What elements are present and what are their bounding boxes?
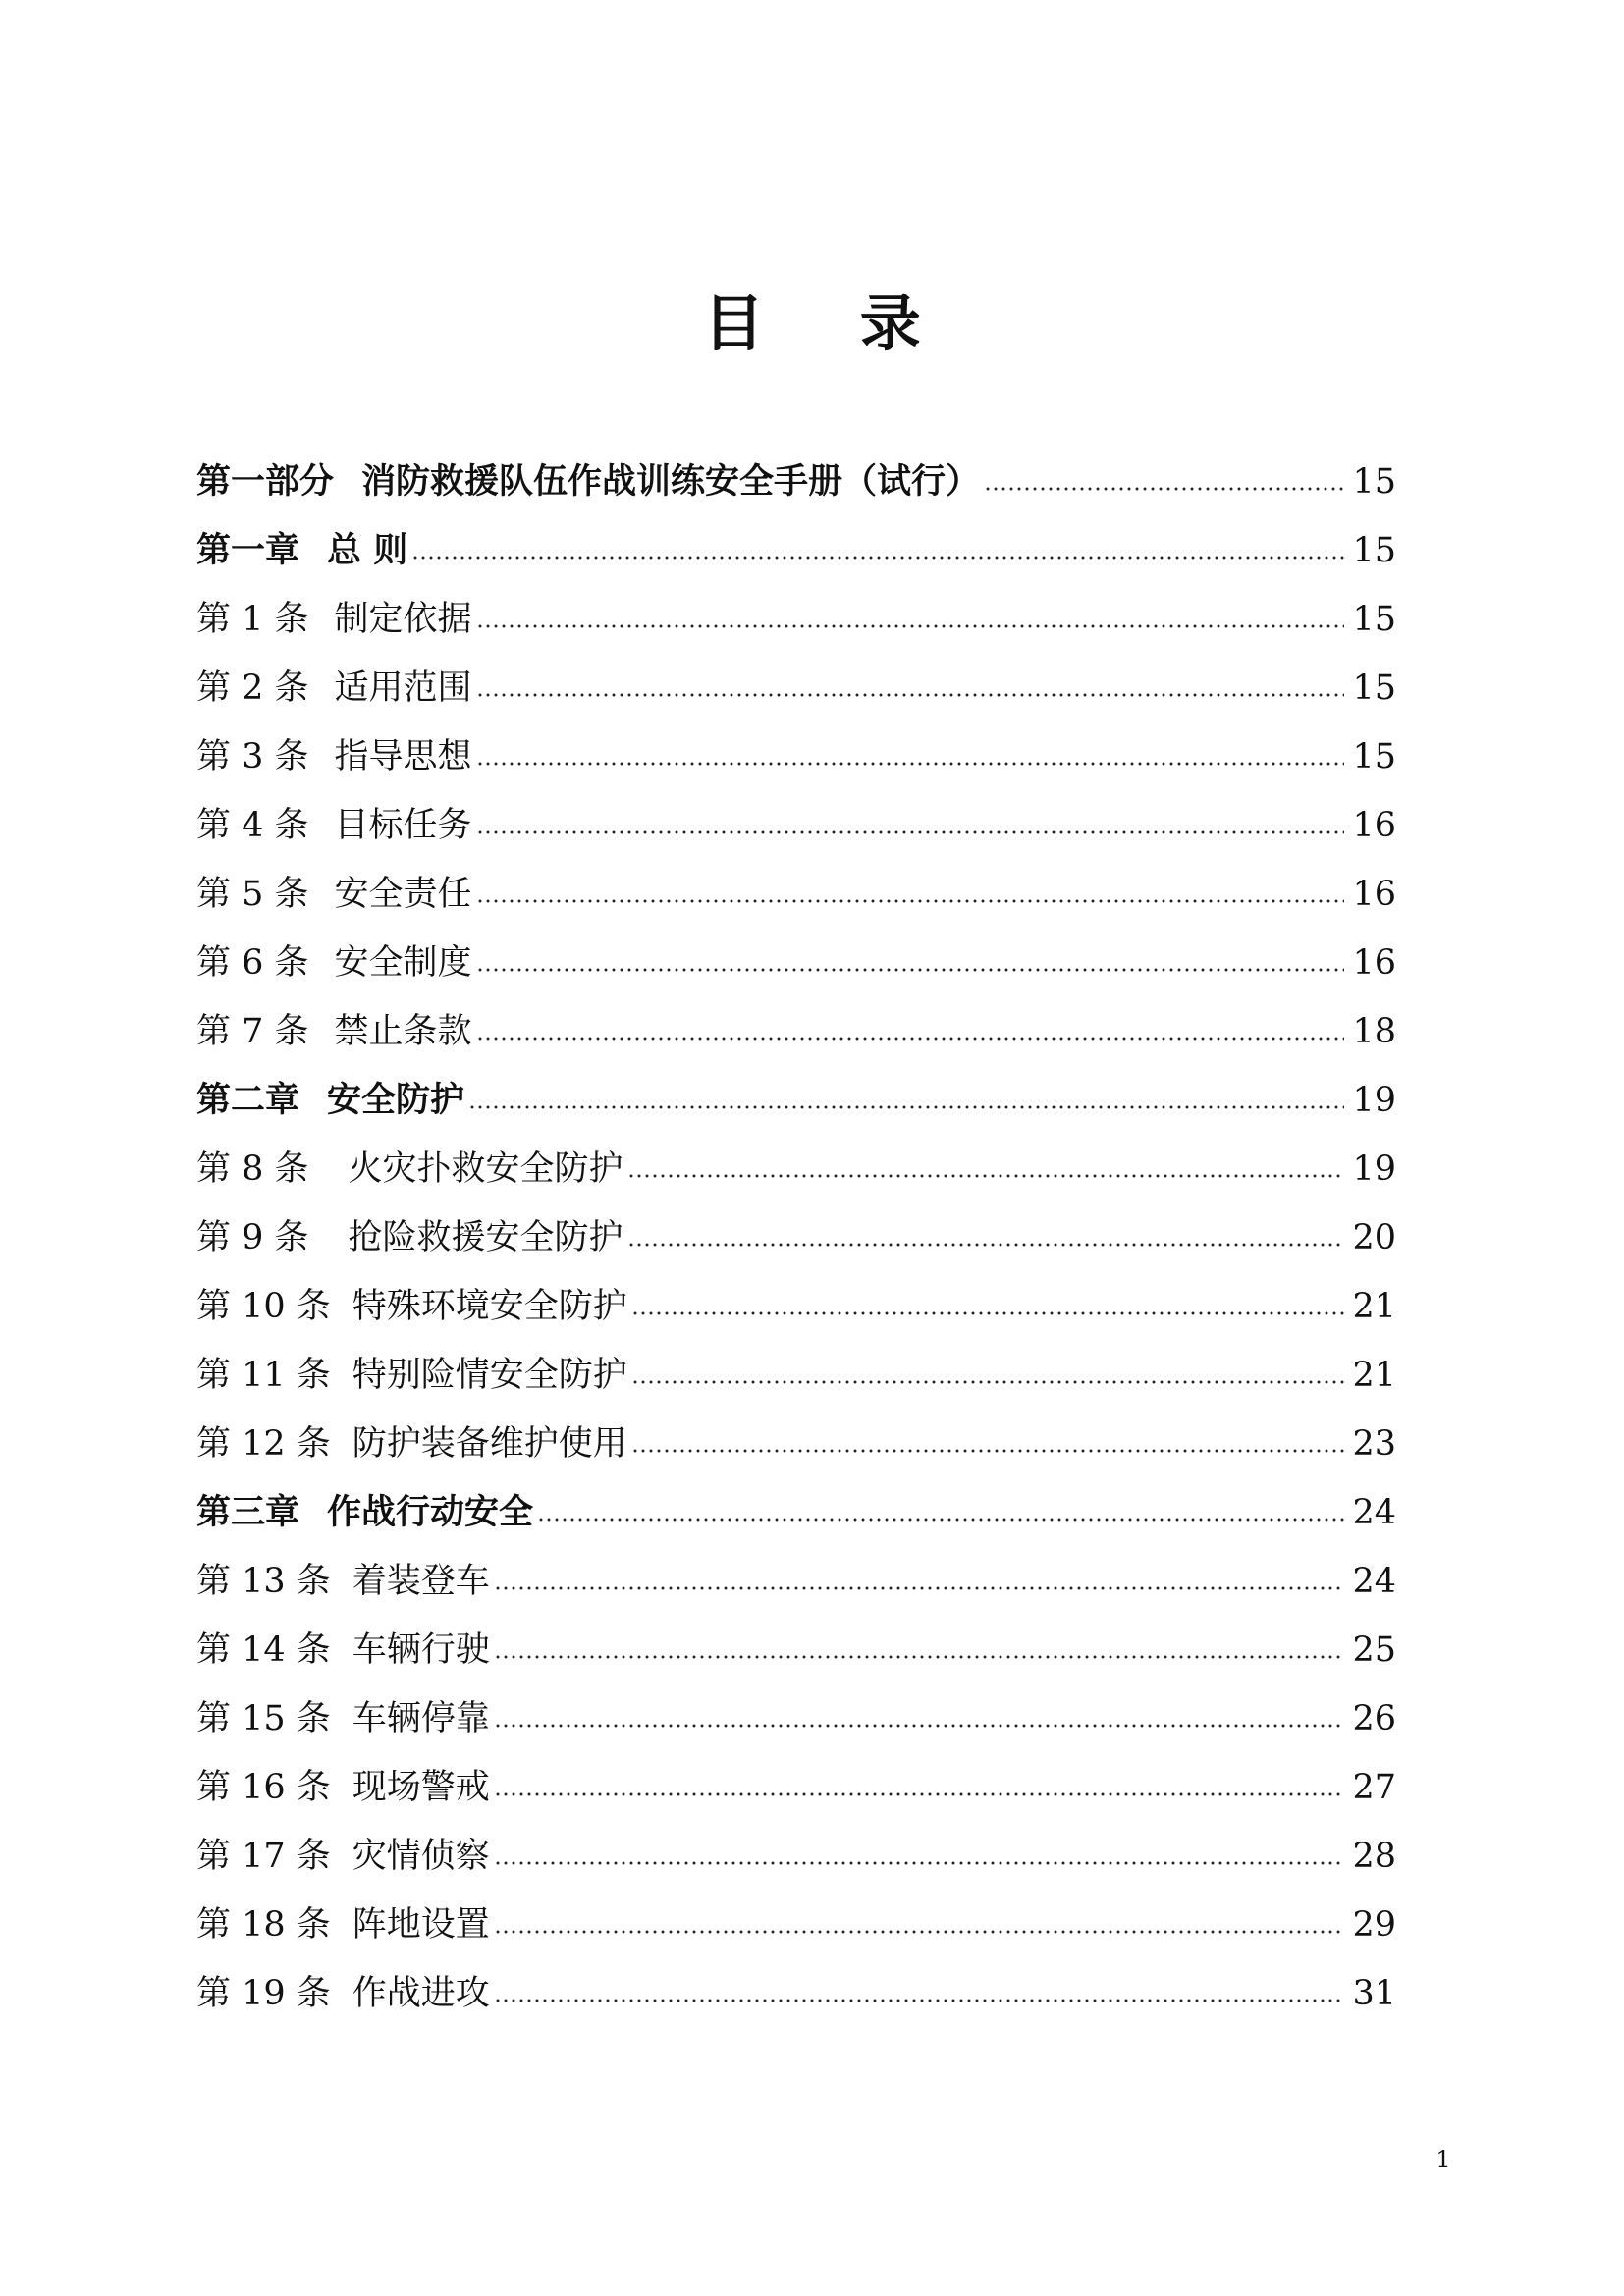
toc-entry-title: 作战进攻 [352,1974,490,2013]
toc-entry-title: 总 则 [327,531,408,570]
toc-entry-article-18[interactable] [196,1891,1396,1959]
toc-entry-page: 19 [1352,1081,1396,1120]
dot-leader [627,1174,1345,1178]
toc-entry-label [196,1560,490,1603]
toc-entry-page: 21 [1352,1287,1396,1326]
toc-entry-title: 安全责任 [334,875,472,914]
toc-entry-page: 31 [1352,1974,1396,2013]
toc-entry-prefix: 第 16 条 [196,1768,331,1807]
toc-entry-article-4[interactable] [196,791,1396,860]
toc-entry-article-14[interactable] [196,1616,1396,1684]
toc-entry-label [196,1697,490,1740]
toc-entry-prefix: 第 10 条 [196,1287,331,1326]
toc-entry-title: 火灾扑救安全防护 [348,1149,623,1189]
toc-entry-article-8[interactable] [196,1135,1396,1203]
toc-entry-title: 特殊环境安全防护 [352,1287,627,1326]
toc-entry-label [196,873,472,916]
toc-entry-page: 15 [1352,668,1396,708]
toc-entry-page: 15 [1352,737,1396,776]
dot-leader [476,762,1345,766]
toc-entry-page: 27 [1352,1768,1396,1807]
toc-entry-page: 23 [1352,1424,1396,1464]
dot-leader [411,556,1344,560]
dot-leader [476,968,1345,972]
toc-entry-title: 适用范围 [334,668,472,708]
toc-entry-article-2[interactable] [196,654,1396,722]
toc-entry-article-16[interactable] [196,1753,1396,1822]
toc-entry-article-1[interactable] [196,585,1396,654]
dot-leader [494,1724,1345,1728]
toc-entry-page: 24 [1352,1493,1396,1532]
toc-entry-title: 车辆停靠 [352,1699,490,1738]
toc-entry-label [196,1972,490,2015]
toc-entry-prefix: 第 3 条 [196,737,309,776]
toc-entry-prefix: 第 18 条 [196,1905,331,1945]
toc-entry-prefix: 第 15 条 [196,1699,331,1738]
toc-entry-prefix: 第 14 条 [196,1630,331,1670]
toc-entry-article-7[interactable] [196,997,1396,1066]
toc-entry-chapter-1[interactable] [196,516,1396,585]
dot-leader [494,1655,1345,1659]
toc-entry-page: 21 [1352,1356,1396,1395]
toc-entry-prefix: 第 11 条 [196,1356,331,1395]
toc-entry-label [196,1010,472,1053]
page-number: 1 [1435,2146,1451,2173]
toc-entry-label [196,1354,627,1397]
toc-entry-chapter-3[interactable] [196,1478,1396,1547]
toc-entry-title: 灾情侦察 [352,1837,490,1876]
toc-entry-article-5[interactable] [196,860,1396,929]
toc-entry-prefix: 第 13 条 [196,1562,331,1601]
toc-entry-prefix: 第 6 条 [196,943,309,983]
toc-entry-label [196,1766,490,1809]
toc-entry-label [196,598,472,641]
toc-entry-prefix: 第二章 [196,1081,300,1120]
toc-entry-prefix: 第 12 条 [196,1424,331,1464]
toc-entry-label [196,667,472,710]
toc-entry-title: 车辆行驶 [352,1630,490,1670]
toc-entry-label [196,1835,490,1878]
toc-entry-article-17[interactable] [196,1822,1396,1891]
toc-entry-page: 16 [1352,943,1396,983]
toc-entry-page: 16 [1352,806,1396,845]
dot-leader [494,1861,1345,1865]
toc-entry-article-12[interactable] [196,1410,1396,1478]
toc-entry-chapter-2[interactable] [196,1066,1396,1135]
toc-entry-title: 阵地设置 [352,1905,490,1945]
toc-entry-page: 15 [1352,531,1396,570]
toc-entry-page: 25 [1352,1630,1396,1670]
dot-leader [476,830,1345,834]
dot-leader [494,1792,1345,1796]
toc-entry-label [196,1285,627,1328]
toc-entry-article-6[interactable] [196,929,1396,997]
toc-entry-article-15[interactable] [196,1684,1396,1753]
table-of-contents [196,448,1396,2028]
toc-entry-title: 禁止条款 [334,1012,472,1051]
toc-entry-page: 19 [1352,1149,1396,1189]
toc-entry-label [196,1629,490,1672]
toc-entry-label [196,460,980,504]
toc-entry-page: 16 [1352,875,1396,914]
toc-entry-article-9[interactable] [196,1203,1396,1272]
dot-leader [631,1380,1345,1384]
toc-entry-page: 24 [1352,1562,1396,1601]
toc-entry-page: 15 [1352,600,1396,639]
toc-entry-prefix: 第一部分 [196,462,335,502]
toc-entry-label [196,1079,464,1122]
toc-entry-title: 防护装备维护使用 [352,1424,627,1464]
toc-entry-label [196,529,407,572]
dot-leader [476,899,1345,903]
toc-entry-article-3[interactable] [196,722,1396,791]
toc-entry-part-1[interactable] [196,448,1396,516]
toc-entry-title: 作战行动安全 [327,1493,534,1532]
toc-entry-page: 15 [1352,462,1396,502]
toc-entry-title: 着装登车 [352,1562,490,1601]
dot-leader [476,693,1345,697]
toc-entry-prefix: 第一章 [196,531,300,570]
toc-entry-label [196,1148,623,1191]
toc-entry-title: 指导思想 [334,737,472,776]
toc-entry-prefix: 第 19 条 [196,1974,331,2013]
page-title: 目 录 [703,288,958,359]
dot-leader [494,1930,1345,1934]
dot-leader [476,1037,1345,1041]
toc-entry-prefix: 第 9 条 [196,1218,309,1257]
toc-entry-article-11[interactable] [196,1341,1396,1410]
dot-leader [631,1449,1345,1453]
dot-leader [537,1518,1344,1522]
toc-entry-title: 消防救援队伍作战训练安全手册（试行） [361,462,981,502]
toc-entry-prefix: 第 7 条 [196,1012,309,1051]
dot-leader [494,1586,1345,1590]
toc-entry-article-13[interactable] [196,1547,1396,1616]
toc-entry-prefix: 第 17 条 [196,1837,331,1876]
dot-leader [984,487,1344,491]
toc-entry-title: 特别险情安全防护 [352,1356,627,1395]
toc-entry-title: 制定依据 [334,600,472,639]
toc-entry-label [196,941,472,985]
toc-entry-page: 18 [1352,1012,1396,1051]
toc-entry-prefix: 第 2 条 [196,668,309,708]
toc-entry-title: 安全制度 [334,943,472,983]
dot-leader [631,1311,1345,1315]
toc-entry-page: 20 [1352,1218,1396,1257]
toc-entry-label [196,735,472,778]
dot-leader [476,624,1345,628]
toc-entry-label [196,804,472,847]
toc-entry-title: 现场警戒 [352,1768,490,1807]
toc-entry-prefix: 第 1 条 [196,600,309,639]
toc-entry-title: 目标任务 [334,806,472,845]
toc-entry-label [196,1216,623,1259]
dot-leader [468,1105,1344,1109]
toc-entry-label [196,1422,627,1466]
toc-entry-label [196,1491,533,1534]
toc-entry-page: 28 [1352,1837,1396,1876]
toc-entry-prefix: 第 5 条 [196,875,309,914]
toc-entry-prefix: 第 8 条 [196,1149,309,1189]
toc-entry-page: 29 [1352,1905,1396,1945]
toc-entry-article-10[interactable] [196,1272,1396,1341]
dot-leader [494,1999,1345,2002]
toc-entry-prefix: 第三章 [196,1493,300,1532]
toc-entry-title: 抢险救援安全防护 [348,1218,623,1257]
toc-entry-title: 安全防护 [327,1081,465,1120]
toc-entry-prefix: 第 4 条 [196,806,309,845]
dot-leader [627,1243,1345,1247]
toc-entry-page: 26 [1352,1699,1396,1738]
toc-entry-label [196,1903,490,1947]
toc-entry-article-19[interactable] [196,1959,1396,2028]
